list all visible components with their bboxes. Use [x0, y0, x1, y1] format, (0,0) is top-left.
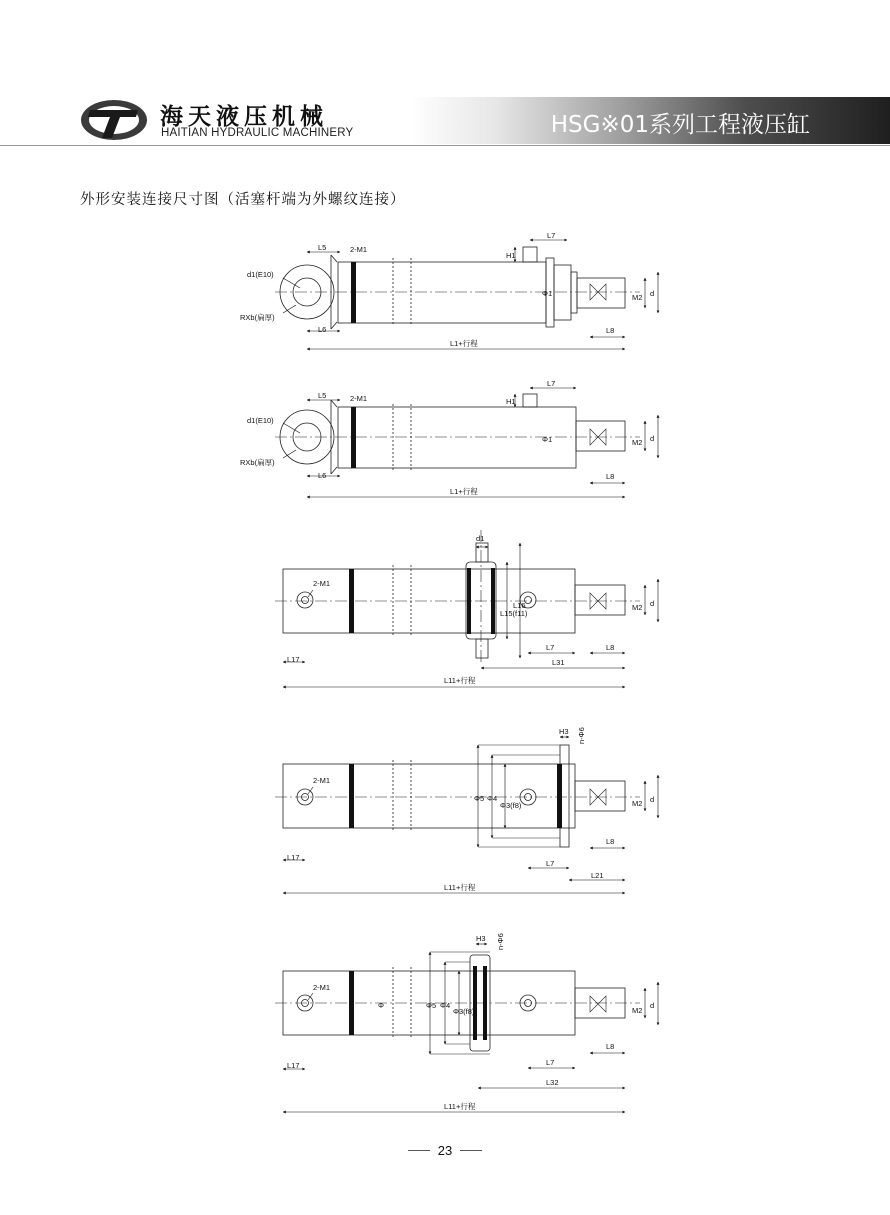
label-total-length: L11+行程	[444, 883, 476, 892]
label-total-length: L1+行程	[450, 339, 478, 348]
label-l6: L6	[318, 471, 327, 480]
page-footer	[0, 1140, 890, 1159]
series-title: HSG※01系列工程液压缸	[550, 112, 810, 138]
label-phi4: Φ4	[487, 794, 498, 803]
label-m1: 2-M1	[350, 394, 368, 403]
label-m2: M2	[632, 799, 643, 808]
section-title: 外形安装连接尺寸图（活塞杆端为外螺纹连接）	[80, 192, 406, 208]
label-m1: 2-M1	[350, 245, 368, 254]
label-phi5: Φ5	[426, 1001, 437, 1010]
label-d: d	[650, 434, 655, 443]
label-rxb: RXb(扁厚)	[240, 313, 275, 322]
label-l8: L8	[606, 326, 615, 335]
drawing-front-flange	[275, 727, 658, 893]
drawing-single-earring-side-port	[240, 379, 658, 497]
label-l17: L17	[287, 853, 300, 862]
label-total-length: L1+行程	[450, 487, 478, 496]
label-l15: L15(f11)	[500, 609, 528, 618]
label-m1: 2-M1	[313, 579, 331, 588]
label-l7: L7	[546, 1058, 555, 1067]
label-d: d	[650, 1001, 655, 1010]
label-l5: L5	[318, 243, 327, 252]
label-d1: d1	[476, 534, 485, 543]
label-l7: L7	[546, 859, 555, 868]
label-m2: M2	[632, 1006, 643, 1015]
label-phi4: Φ4	[440, 1001, 451, 1010]
label-l8: L8	[606, 1042, 615, 1051]
label-l16: L16	[513, 601, 526, 610]
label-phi1: Φ1	[542, 435, 553, 444]
label-h3: H3	[559, 727, 569, 736]
label-phi3: Φ3(f8)	[453, 1007, 475, 1016]
label-l32: L32	[546, 1078, 559, 1087]
drawing-single-earring-top-port	[240, 231, 658, 349]
label-l17: L17	[287, 1061, 300, 1070]
label-l31: L31	[552, 658, 565, 667]
label-total-length: L11+行程	[444, 676, 476, 685]
label-l8: L8	[606, 472, 615, 481]
page-number-rule-left	[408, 1150, 430, 1151]
label-n-phi6: n-Φ6	[496, 933, 505, 950]
label-phi1: Φ1	[542, 289, 553, 298]
label-l8: L8	[606, 837, 615, 846]
page-number: 23	[437, 1143, 453, 1158]
label-n-phi6: n-Φ6	[577, 727, 586, 744]
label-h1: H1	[506, 397, 516, 406]
label-l21: L21	[591, 871, 604, 880]
label-d: d	[650, 289, 655, 298]
label-h1: H1	[506, 251, 516, 260]
label-d1: d1(E10)	[247, 416, 274, 425]
brand-name-cn: 海天液压机械	[160, 104, 328, 130]
label-l7: L7	[547, 379, 556, 388]
drawing-middle-flange	[275, 933, 658, 1112]
label-l7: L7	[547, 231, 556, 240]
label-d: d	[650, 795, 655, 804]
label-m2: M2	[632, 293, 643, 302]
label-d1: d1(E10)	[247, 270, 274, 279]
brand-name-en: HAITIAN HYDRAULIC MACHINERY	[161, 127, 354, 139]
label-phi: Φ	[378, 1001, 384, 1010]
label-m1: 2-M1	[313, 983, 331, 992]
label-phi5: Φ5	[474, 794, 485, 803]
label-d: d	[650, 599, 655, 608]
label-l5: L5	[318, 391, 327, 400]
label-l6: L6	[318, 325, 327, 334]
label-l8: L8	[606, 643, 615, 652]
label-h3: H3	[476, 934, 486, 943]
label-m2: M2	[632, 603, 643, 612]
label-phi3: Φ3(f8)	[500, 801, 522, 810]
page-number-rule-right	[460, 1150, 482, 1151]
label-total-length: L11+行程	[444, 1102, 476, 1111]
label-rxb: RXb(扁厚)	[240, 458, 275, 467]
label-l17: L17	[287, 655, 300, 664]
label-m1: 2-M1	[313, 776, 331, 785]
drawing-middle-trunnion	[275, 530, 658, 687]
label-l7: L7	[546, 643, 555, 652]
label-m2: M2	[632, 438, 643, 447]
